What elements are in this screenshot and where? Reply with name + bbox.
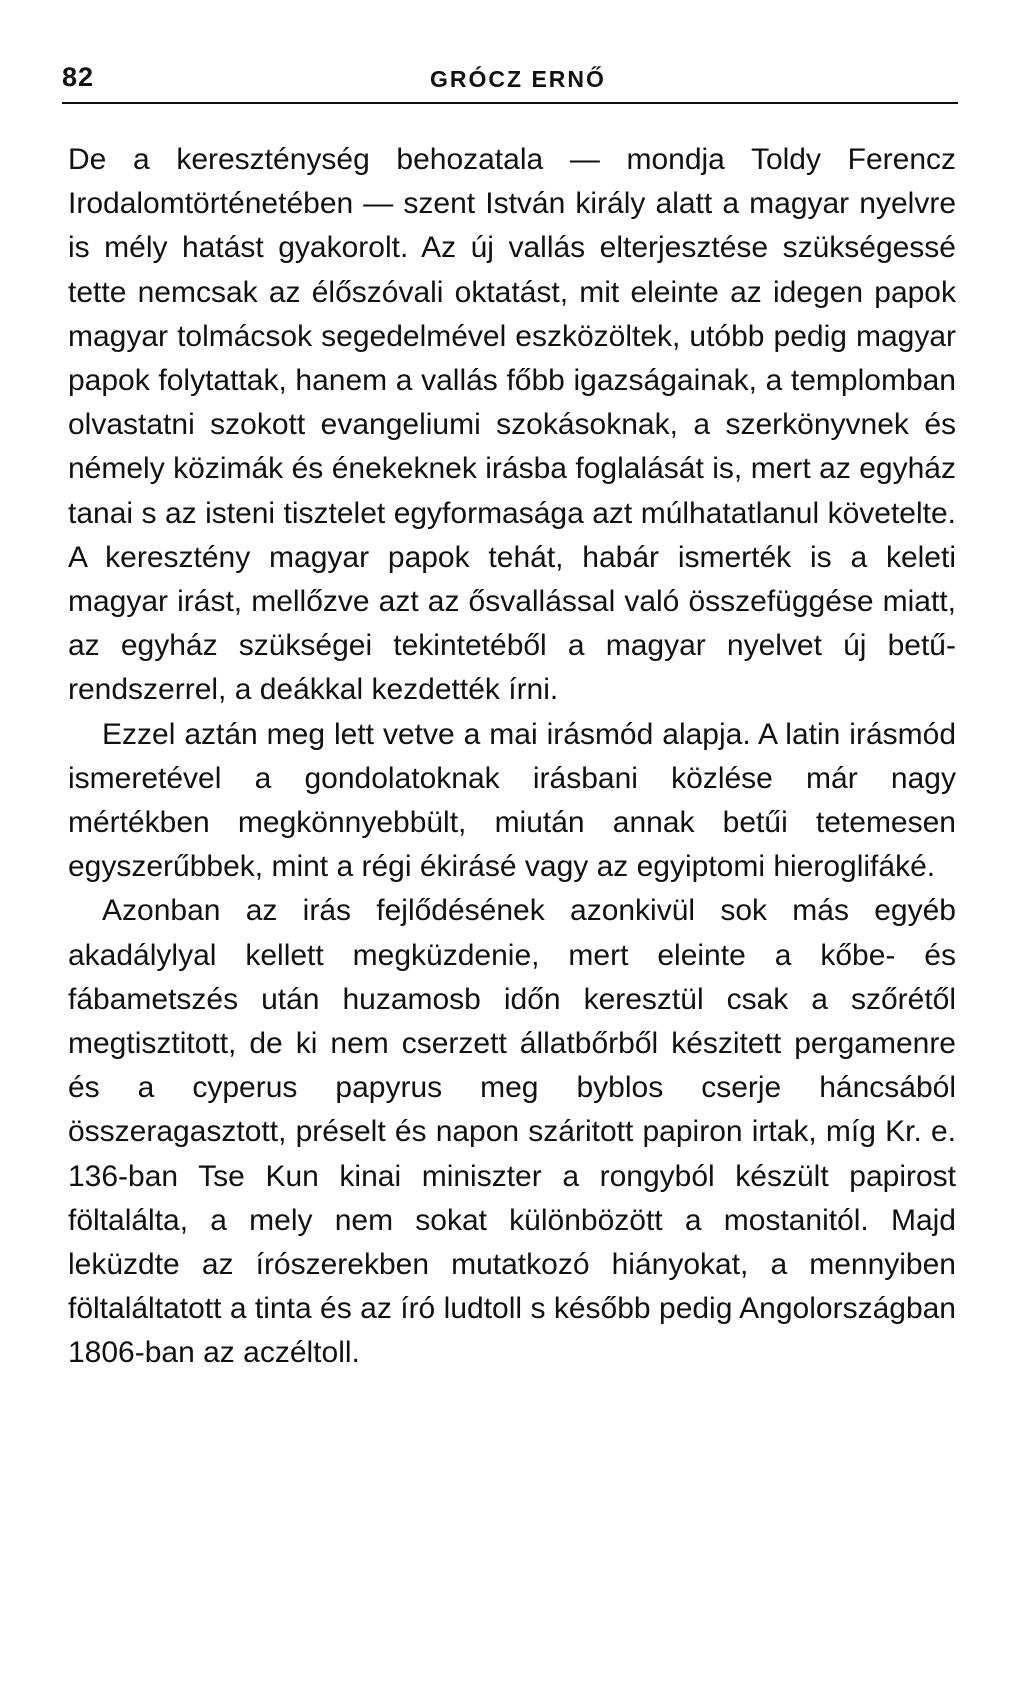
page-number: 82	[62, 62, 95, 92]
paragraph: Azonban az irás fejlődésének azonkivül sok más egyéb akadálylyal kellett megküzdenie, mert eleinte a kőbe- és fábametszés után huzamosb időn keresztül csak a szőrétől megtisztitott, de ki nem cserzett állatbőrből készitett pergamenre és a cyperus papyrus meg byblos cserje háncsából összeragasztott, préselt és napon száritott papiron irtak, míg Kr. e. 136-ban Tse Kun kinai miniszter a rongyból készült papirost föltalálta, a mely nem sokat különbözött a mostanitól. Majd leküzdte az írószerekben mutatkozó hiányokat, a mennyiben föltaláltatott a tinta és az író ludtoll s később pedig Angolországban 1806-ban az aczéltoll.	[68, 894, 956, 1370]
running-title: GRÓCZ ERNŐ	[430, 66, 606, 92]
body-text	[68, 138, 956, 1376]
header-rule	[62, 102, 958, 104]
paragraph: De a kereszténység behozatala — mondja Toldy Ferencz Irodalomtörténetében — szent István király alatt a magyar nyelvre is mély hatást gyakorolt. Az új vallás elterjesztése szükségessé tette nemcsak az élőszóvali oktatást, mit eleinte az idegen papok magyar tolmácsok segedelmével eszközöltek, utóbb pedig magyar papok folytattak, hanem a vallás főbb igazságainak, a templomban olvastatni szokott evangeliumi szokásoknak, a szerkönyvnek és némely közimák és énekeknek irásba foglalását is, mert az egyház tanai s az isteni tisztelet egyformasága azt múlhatatlanul követelte. A keresztény magyar papok tehát, habár ismerték is a keleti magyar irást, mellőzve azt az ősvallással való összefüggése miatt, az egyház szükségei tekintetéből a magyar nyelvet új betűrendszerrel, a deákkal kezdették írni.	[68, 143, 956, 707]
running-head	[62, 62, 958, 102]
paragraph: Ezzel aztán meg lett vetve a mai irásmód alapja. A latin irásmód ismeretével a gondolatoknak irásbani közlése már nagy mértékben megkönnyebbült, miután annak betűi tetemesen egyszerűbbek, mint a régi ékirásé vagy az egyiptomi hieroglifáké.	[68, 717, 956, 884]
